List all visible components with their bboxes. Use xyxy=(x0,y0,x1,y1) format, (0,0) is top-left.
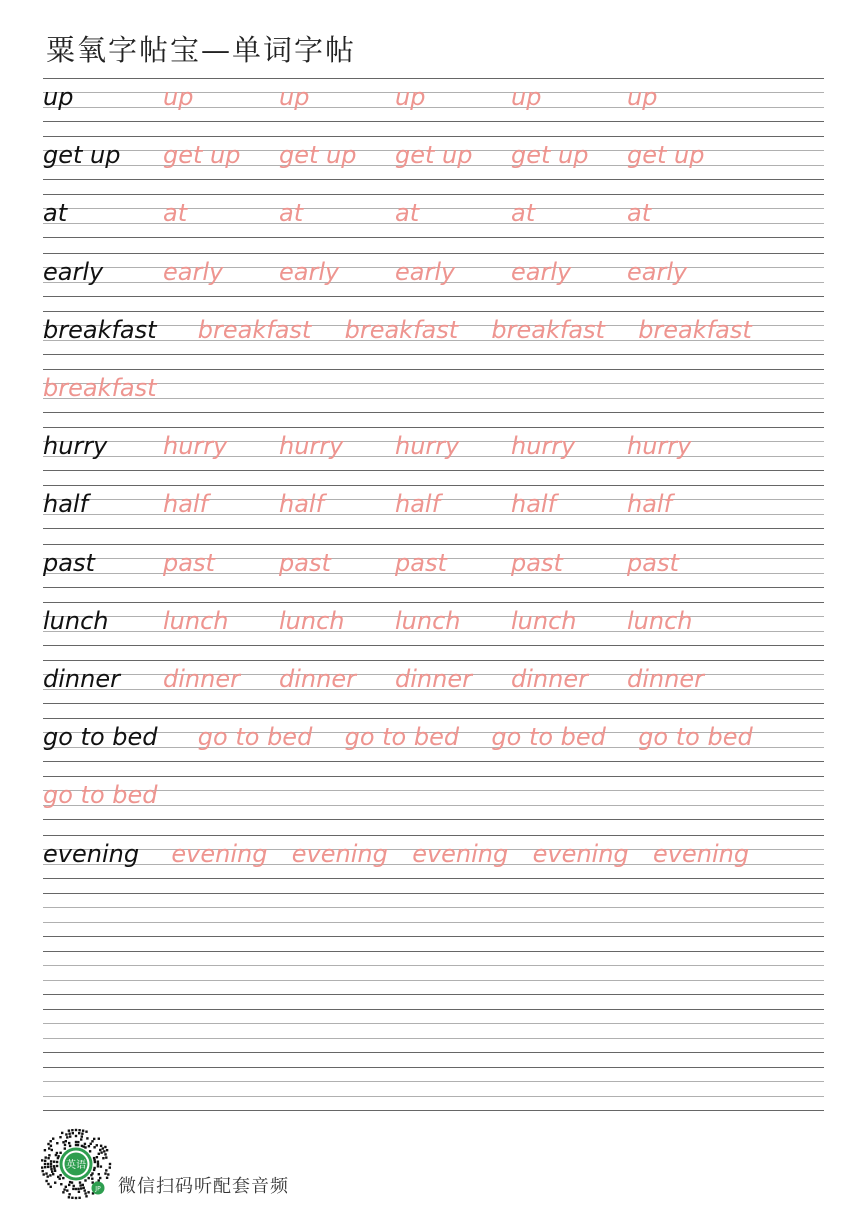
trace-word: half xyxy=(627,490,673,519)
model-word: dinner xyxy=(43,665,120,693)
model-word: half xyxy=(43,490,89,519)
ruled-line xyxy=(43,179,824,180)
ruled-line xyxy=(43,121,824,122)
ruled-line xyxy=(43,136,824,137)
trace-word: at xyxy=(279,199,304,228)
ruled-line xyxy=(43,951,824,952)
trace-word: lunch xyxy=(511,606,577,635)
ruled-line xyxy=(43,1052,824,1053)
trace-word: hurry xyxy=(163,432,228,461)
trace-word: up xyxy=(395,83,426,111)
trace-word: past xyxy=(279,548,331,577)
writing-row xyxy=(43,544,824,588)
ruled-line xyxy=(43,645,824,646)
ruled-line xyxy=(43,369,824,370)
ruled-line xyxy=(43,1096,824,1097)
trace-word: up xyxy=(163,83,194,111)
ruled-line xyxy=(43,1038,824,1039)
trace-word: go to bed xyxy=(43,781,158,810)
trace-word: get up xyxy=(511,141,589,170)
trace-word: past xyxy=(627,548,679,577)
trace-word: evening xyxy=(171,839,268,868)
trace-word: lunch xyxy=(279,606,345,635)
trace-word: dinner xyxy=(511,665,588,693)
writing-row xyxy=(43,485,824,529)
trace-word: dinner xyxy=(395,665,472,693)
writing-row xyxy=(43,835,824,879)
qr-code-icon[interactable] xyxy=(40,1128,112,1200)
trace-word: evening xyxy=(532,839,629,868)
writing-row xyxy=(43,427,824,471)
ruled-line xyxy=(43,718,824,719)
trace-word: half xyxy=(163,490,209,519)
model-word: at xyxy=(43,199,68,228)
trace-word: up xyxy=(511,83,542,111)
ruled-line xyxy=(43,485,824,486)
ruled-line xyxy=(43,470,824,471)
trace-word: lunch xyxy=(395,606,461,635)
trace-word: go to bed xyxy=(344,723,460,752)
ruled-line xyxy=(43,427,824,428)
ruled-line xyxy=(43,544,824,545)
trace-word: half xyxy=(511,490,557,519)
trace-word: lunch xyxy=(163,606,229,635)
ruled-line xyxy=(43,296,824,297)
writing-sheet xyxy=(43,78,824,1118)
trace-word: past xyxy=(163,548,215,577)
qr-sub-badge-text: JP xyxy=(95,1185,101,1193)
ruled-line xyxy=(43,660,824,661)
ruled-line xyxy=(43,587,824,588)
trace-word: up xyxy=(279,83,310,111)
trace-word: early xyxy=(279,257,340,286)
writing-row xyxy=(43,602,824,646)
ruled-line xyxy=(43,1067,824,1068)
ruled-line xyxy=(43,980,824,981)
trace-word: early xyxy=(395,257,456,286)
ruled-line xyxy=(43,703,824,704)
trace-word: get up xyxy=(279,141,357,170)
writing-row xyxy=(43,660,824,704)
trace-word: breakfast xyxy=(43,374,157,402)
ruled-line xyxy=(43,1023,824,1024)
ruled-line xyxy=(43,790,824,791)
trace-word: hurry xyxy=(279,432,344,461)
trace-word: breakfast xyxy=(491,315,605,344)
ruled-line xyxy=(43,835,824,836)
ruled-line xyxy=(43,208,824,209)
trace-word: dinner xyxy=(279,665,356,693)
writing-row xyxy=(43,78,824,122)
trace-word: early xyxy=(627,257,688,286)
trace-word: breakfast xyxy=(344,315,459,344)
writing-row xyxy=(43,718,824,762)
ruled-line xyxy=(43,78,824,79)
trace-word: half xyxy=(279,490,325,519)
trace-word: evening xyxy=(291,839,388,868)
ruled-line xyxy=(43,1009,824,1010)
writing-row xyxy=(43,893,824,937)
ruled-line xyxy=(43,412,824,413)
ruled-line xyxy=(43,602,824,603)
trace-word: at xyxy=(511,199,536,228)
writing-row xyxy=(43,136,824,180)
trace-word: hurry xyxy=(511,432,576,461)
trace-word: lunch xyxy=(627,606,693,635)
model-word: get up xyxy=(43,141,121,170)
trace-word: half xyxy=(395,490,441,519)
trace-word: past xyxy=(511,548,563,577)
model-word: up xyxy=(43,83,74,111)
trace-word: breakfast xyxy=(197,315,312,344)
trace-word: breakfast xyxy=(638,315,752,344)
footer-caption: 微信扫码听配套音频 xyxy=(118,1176,289,1197)
writing-row xyxy=(43,194,824,238)
ruled-line xyxy=(43,1110,824,1111)
model-word: hurry xyxy=(43,432,108,461)
ruled-line xyxy=(43,92,824,93)
ruled-line xyxy=(43,907,824,908)
writing-row xyxy=(43,369,824,413)
model-word: past xyxy=(43,548,95,577)
trace-word: past xyxy=(395,548,447,577)
ruled-line xyxy=(43,383,824,384)
footer xyxy=(40,1124,440,1204)
ruled-line xyxy=(43,398,824,399)
ruled-line xyxy=(43,223,824,224)
ruled-line xyxy=(43,878,824,879)
model-word: early xyxy=(43,257,104,286)
trace-word: go to bed xyxy=(197,723,313,752)
ruled-line xyxy=(43,528,824,529)
ruled-line xyxy=(43,354,824,355)
ruled-line xyxy=(43,805,824,806)
model-word: go to bed xyxy=(43,723,158,752)
ruled-line xyxy=(43,237,824,238)
ruled-line xyxy=(43,311,824,312)
trace-word: get up xyxy=(163,141,241,170)
trace-word: get up xyxy=(627,141,705,170)
model-word: lunch xyxy=(43,606,109,635)
ruled-line xyxy=(43,194,824,195)
trace-word: dinner xyxy=(627,665,704,693)
trace-word: up xyxy=(627,83,658,111)
qr-badge-text: 英语 xyxy=(66,1160,86,1171)
writing-row xyxy=(43,1067,824,1111)
ruled-line xyxy=(43,253,824,254)
trace-word: early xyxy=(163,257,224,286)
trace-word: go to bed xyxy=(638,723,753,752)
ruled-line xyxy=(43,893,824,894)
writing-row xyxy=(43,951,824,995)
ruled-line xyxy=(43,1081,824,1082)
ruled-line xyxy=(43,994,824,995)
ruled-line xyxy=(43,776,824,777)
trace-word: at xyxy=(395,199,420,228)
ruled-line xyxy=(43,819,824,820)
trace-word: hurry xyxy=(395,432,460,461)
model-word: breakfast xyxy=(43,315,157,344)
trace-word: at xyxy=(627,199,652,228)
trace-word: early xyxy=(511,257,572,286)
ruled-line xyxy=(43,922,824,923)
ruled-line xyxy=(43,936,824,937)
trace-word: at xyxy=(163,199,188,228)
ruled-line xyxy=(43,107,824,108)
page-title: 粟氧字帖宝—单词字帖 xyxy=(46,33,357,67)
trace-word: evening xyxy=(653,839,750,868)
model-word: evening xyxy=(43,839,140,868)
ruled-line xyxy=(43,761,824,762)
ruled-line xyxy=(43,965,824,966)
writing-row xyxy=(43,253,824,297)
trace-word: evening xyxy=(412,839,509,868)
writing-row xyxy=(43,311,824,355)
writing-row xyxy=(43,1009,824,1053)
writing-row xyxy=(43,776,824,820)
trace-word: get up xyxy=(395,141,473,170)
trace-word: hurry xyxy=(627,432,692,461)
trace-word: go to bed xyxy=(491,723,606,752)
trace-word: dinner xyxy=(163,665,240,693)
